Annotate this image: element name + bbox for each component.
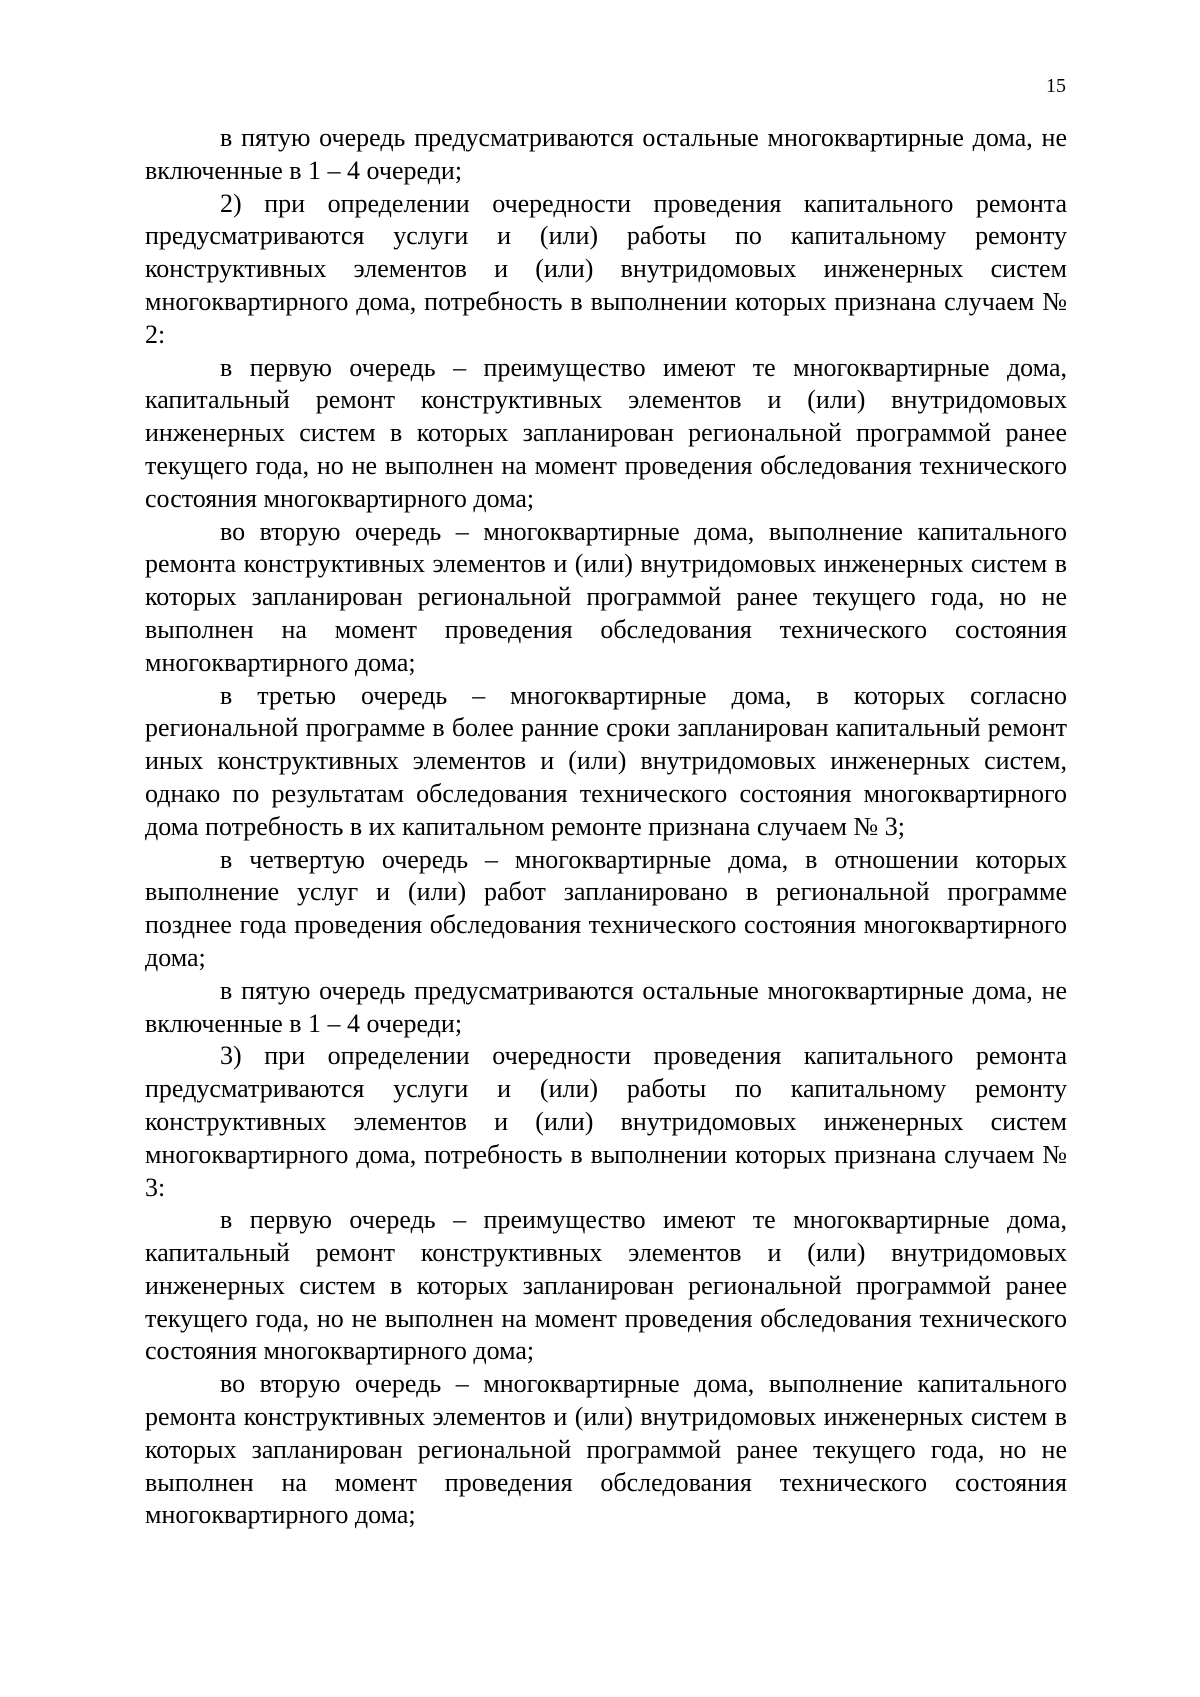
paragraph: во вторую очередь – многоквартирные дома, выполнение капитального ремонта конструктивных элементов и (или) внутридомовых инженерных систем в которых запланирован региональной программой ранее текущего года, но не выполнен на момент проведения обследования технического состояния многоквартирного дома; [145,516,1067,677]
paragraph: 2) при определении очередности проведения капитального ремонта предусматриваются услуги и (или) работы по капитальному ремонту конструктивных элементов и (или) внутридомовых инженерных систем многоквартирного дома, потребность в выполнении которых признана случаем № 2: [145,188,1067,349]
paragraph: 3) при определении очередности проведения капитального ремонта предусматриваются услуги и (или) работы по капитальному ремонту конструктивных элементов и (или) внутридомовых инженерных систем многоквартирного дома, потребность в выполнении которых признана случаем № 3: [145,1041,1067,1202]
paragraph: во вторую очередь – многоквартирные дома, выполнение капитального ремонта конструктивных элементов и (или) внутридомовых инженерных систем в которых запланирован региональной программой ранее текущего года, но не выполнен на момент проведения обследования технического состояния многоквартирного дома; [145,1369,1067,1530]
page-number: 15 [1046,75,1066,97]
paragraph: в пятую очередь предусматриваются остальные многоквартирные дома, не включенные в 1 – 4 очереди; [145,975,1067,1038]
paragraph: в первую очередь – преимущество имеют те многоквартирные дома, капитальный ремонт конструктивных элементов и (или) внутридомовых инженерных систем в которых запланирован региональной программой ранее текущего года, но не выполнен на момент проведения обследования технического состояния многоквартирного дома; [145,352,1067,513]
paragraph: в пятую очередь предусматриваются остальные многоквартирные дома, не включенные в 1 – 4 очереди; [145,123,1067,185]
paragraph: в третью очередь – многоквартирные дома, в которых согласно региональной программе в более ранние сроки запланирован капитальный ремонт иных конструктивных элементов и (или) внутридомовых инженерных систем, однако по результатам обследования технического состояния многоквартирного дома потребность в их капитальном ремонте признана случаем № 3; [145,680,1067,841]
document-body [145,122,1067,1532]
paragraph: в четвертую очередь – многоквартирные дома, в отношении которых выполнение услуг и (или) работ запланировано в региональной программе позднее года проведения обследования технического состояния многоквартирного дома; [145,844,1067,972]
paragraph: в первую очередь – преимущество имеют те многоквартирные дома, капитальный ремонт конструктивных элементов и (или) внутридомовых инженерных систем в которых запланирован региональной программой ранее текущего года, но не выполнен на момент проведения обследования технического состояния многоквартирного дома; [145,1205,1067,1366]
